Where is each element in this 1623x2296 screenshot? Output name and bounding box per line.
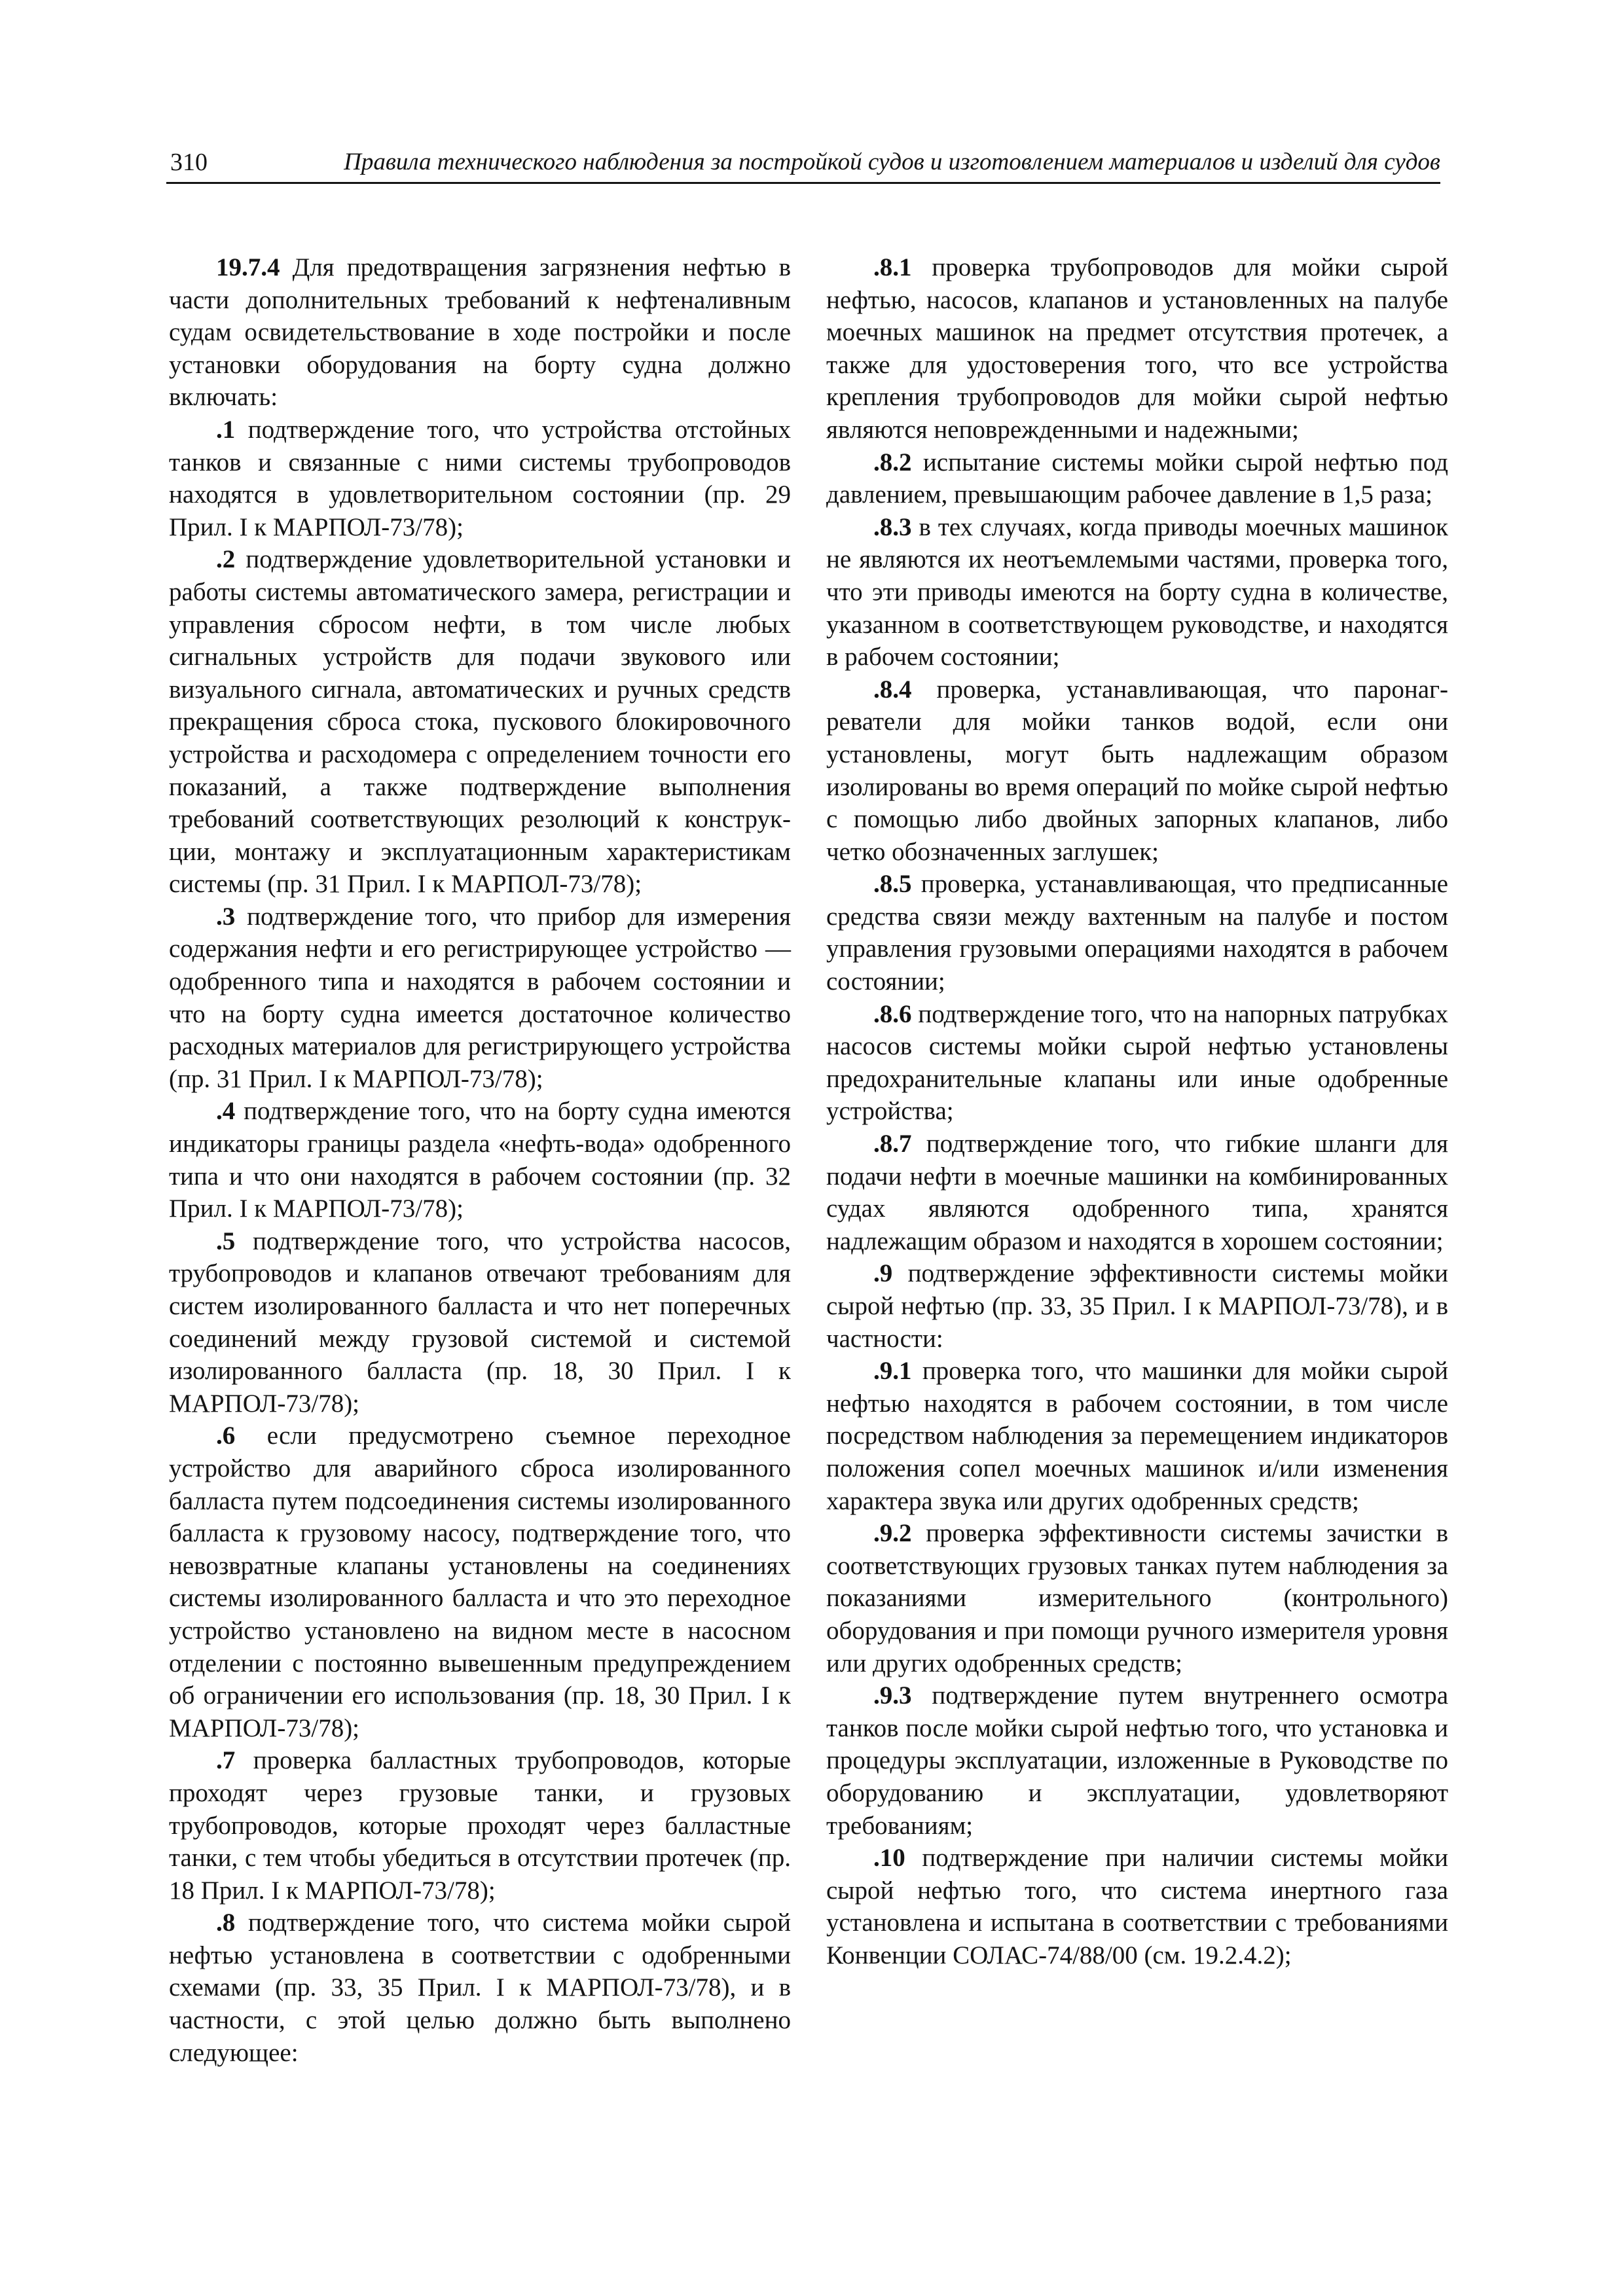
paragraph-number: .1 xyxy=(216,415,236,444)
paragraph-number: .8.3 xyxy=(873,512,912,541)
paragraph-number: .9.1 xyxy=(873,1357,912,1386)
paragraph xyxy=(826,1355,1448,1517)
paragraph-text: подтверждение путем внутреннего осмотра танков после мойки сырой нефтью того, что установка и процедуры эксплуатации, изложенные в Руководстве по оборудованию и эксплуатации, удовлетворяют требованиям; xyxy=(826,1681,1448,1840)
paragraph-number: .4 xyxy=(216,1097,236,1126)
paragraph xyxy=(826,1679,1448,1842)
paragraph-number: .8.7 xyxy=(873,1130,912,1158)
paragraph xyxy=(169,1095,791,1225)
paragraph-number: 19.7.4 xyxy=(216,253,280,281)
paragraph xyxy=(169,1744,791,1907)
paragraph-number: .8.5 xyxy=(873,870,912,899)
paragraph-number: .8.2 xyxy=(873,448,912,476)
paragraph-number: .8.6 xyxy=(873,999,912,1028)
right-column xyxy=(826,251,1448,1971)
paragraph-number: .9.2 xyxy=(873,1519,912,1548)
paragraph xyxy=(826,1128,1448,1257)
left-column xyxy=(169,251,791,2069)
running-title: Правила технического наблюдения за постройкой судов и изготовлением материалов и изделий для судов xyxy=(344,149,1440,175)
paragraph xyxy=(169,251,791,414)
paragraph-number: .3 xyxy=(216,902,236,931)
paragraph xyxy=(826,673,1448,869)
paragraph-text: испытание системы мойки сырой нефтью под давлением, превышающим рабочее давление в 1,5 раза; xyxy=(826,448,1448,509)
paragraph xyxy=(826,251,1448,446)
paragraph-number: .8.1 xyxy=(873,253,912,281)
paragraph xyxy=(826,998,1448,1128)
paragraph-text: подтверждение того, что прибор для измерения содержания нефти и его регистрирующее устройство — одобренного типа и находятся в рабочем состоянии и что на борту судна имеется достаточное количество расходных материалов для регистрирующего устройства (пр. 31 Прил. I к МАРПОЛ-73/78); xyxy=(169,902,791,1093)
page-number: 310 xyxy=(170,149,208,176)
paragraph-text: подтверждение того, что на борту судна имеются индикаторы границы раздела «нефть-вода» одобренного типа и что они находятся в рабочем состоянии (пр. 32 Прил. I к МАРПОЛ-73/78); xyxy=(169,1097,791,1223)
paragraph-number: .9.3 xyxy=(873,1681,912,1710)
paragraph xyxy=(826,1257,1448,1355)
paragraph xyxy=(169,1225,791,1420)
paragraph-text: проверка трубопроводов для мойки сырой нефтью, насосов, клапанов и установленных на палубе моечных машинок на предмет отсутствия протечек, а также для удостоверения того, что все устройства крепления трубопроводов для мойки сырой нефтью являются неповрежденными и надежными; xyxy=(826,253,1448,444)
paragraph-text: проверка, устанавливающая, что паронагреватели для мойки танков водой, если они установлены, могут быть надлежащим образом изолированы во время операций по мойке сырой нефтью с помощью либо двойных запорных клапанов, либо четко обозначенных заглушек; xyxy=(826,675,1448,866)
paragraph-text: в тех случаях, когда приводы моечных машинок не являются их неотъемлемыми частями, проверка того, что эти приводы имеются на борту судна в количестве, указанном в соответствующем руководстве, и находятся в рабочем состоянии; xyxy=(826,512,1448,672)
paragraph xyxy=(169,543,791,901)
page-header xyxy=(166,145,1440,184)
paragraph xyxy=(826,446,1448,511)
paragraph-number: .5 xyxy=(216,1227,236,1255)
paragraph-number: .7 xyxy=(216,1746,236,1775)
paragraph-text: проверка эффективности системы зачистки в соответствующих грузовых танках путем наблюдения за показаниями измерительного (контрольного) оборудования и при помощи ручного измерителя уровня или других одобренных средств; xyxy=(826,1519,1448,1677)
paragraph-text: проверка, устанавливающая, что предписанные средства связи между вахтенным на палубе и постом управления грузовыми операциями находятся в рабочем состоянии; xyxy=(826,870,1448,996)
paragraph-number: .6 xyxy=(216,1422,236,1450)
paragraph-text: если предусмотрено съемное переходное устройство для аварийного сброса изолированного балласта путем подсоединения системы изолированного балласта к грузовому насосу, подтверждение того, что невозвратные клапаны установлены на соединениях системы изолированного балласта и что это переходное устройство установлено на видном месте в насосном отделении с постоянно вывешенным предупреждением об ограничении его использования (пр. 18, 30 Прил. I к МАРПОЛ-73/78); xyxy=(169,1422,791,1742)
paragraph-number: .10 xyxy=(873,1844,905,1873)
paragraph xyxy=(826,511,1448,673)
paragraph-text: подтверждение того, что устройства насосов, трубопроводов и клапанов отвечают требованиям для систем изолированного балласта и что нет поперечных соединений между грузовой системой и системой изолированного балласта (пр. 18, 30 Прил. I к МАРПОЛ-73/78); xyxy=(169,1227,791,1418)
paragraph xyxy=(169,901,791,1096)
paragraph-text: подтверждение эффективности системы мойки сырой нефтью (пр. 33, 35 Прил. I к МАРПОЛ-73/78), и в частности: xyxy=(826,1259,1448,1353)
paragraph-text: Для предотвращения загрязнения нефтью в части дополнительных требований к нефтеналивным судам освидетельствование в ходе постройки и после установки оборудования на борту судна должно включать: xyxy=(169,253,791,412)
paragraph-text: проверка того, что машинки для мойки сырой нефтью находятся в рабочем состоянии, в том числе посредством наблюдения за перемещением индикаторов положения сопел моечных машинок и/или изменения характера звука или других одобренных средств; xyxy=(826,1357,1448,1515)
paragraph xyxy=(169,414,791,543)
paragraph xyxy=(169,1907,791,2069)
paragraph-text: подтверждение того, что на напорных патрубках насосов системы мойки сырой нефтью установлены предохранительные клапаны или иные одобренные устройства; xyxy=(826,999,1448,1126)
paragraph-text: подтверждение при наличии системы мойки сырой нефтью того, что система инертного газа установлена и испытана в соответствии с требованиями Конвенции СОЛАС-74/88/00 (см. 19.2.4.2); xyxy=(826,1844,1448,1969)
paragraph-number: .8 xyxy=(216,1909,236,1937)
paragraph xyxy=(826,868,1448,997)
paragraph xyxy=(826,1842,1448,1971)
paragraph xyxy=(169,1420,791,1744)
paragraph-text: проверка балластных трубопроводов, которые проходят через грузовые танки, и грузовых трубопроводов, которые проходят через балластные танки, с тем чтобы убедиться в отсутствии протечек (пр. 18 Прил. I к МАРПОЛ-73/78); xyxy=(169,1746,791,1905)
paragraph-number: .8.4 xyxy=(873,675,912,704)
paragraph-text: подтверждение удовлетворительной установки и работы системы автоматического замера, регистрации и управления сбросом нефти, в том числе любых сигнальных устройств для подачи звукового или визуального сигнала, автоматических и ручных средств прекращения сброса стока, пускового блокировочного устройства и расходомера с определением точности его показаний, а также подтверждение выполнения требований соответствующих резолюций к конструкции, монтажу и эксплуатационным характеристикам системы (пр. 31 Прил. I к МАРПОЛ-73/78); xyxy=(169,545,791,899)
paragraph-text: подтверждение того, что гибкие шланги для подачи нефти в моечные машинки на комбинированных судах являются одобренного типа, хранятся надлежащим образом и находятся в хорошем состоянии; xyxy=(826,1130,1448,1255)
paragraph-number: .9 xyxy=(873,1259,893,1288)
paragraph-number: .2 xyxy=(216,545,236,574)
paragraph-text: подтверждение того, что система мойки сырой нефтью установлена в соответствии с одобренными схемами (пр. 33, 35 Прил. I к МАРПОЛ-73/78), и в частности, с этой целью должно быть выполнено следующее: xyxy=(169,1909,791,2067)
paragraph-text: подтверждение того, что устройства отстойных танков и связанные с ними системы трубопроводов находятся в удовлетворительном состоянии (пр. 29 Прил. I к МАРПОЛ-73/78); xyxy=(169,415,791,541)
paragraph xyxy=(826,1517,1448,1679)
